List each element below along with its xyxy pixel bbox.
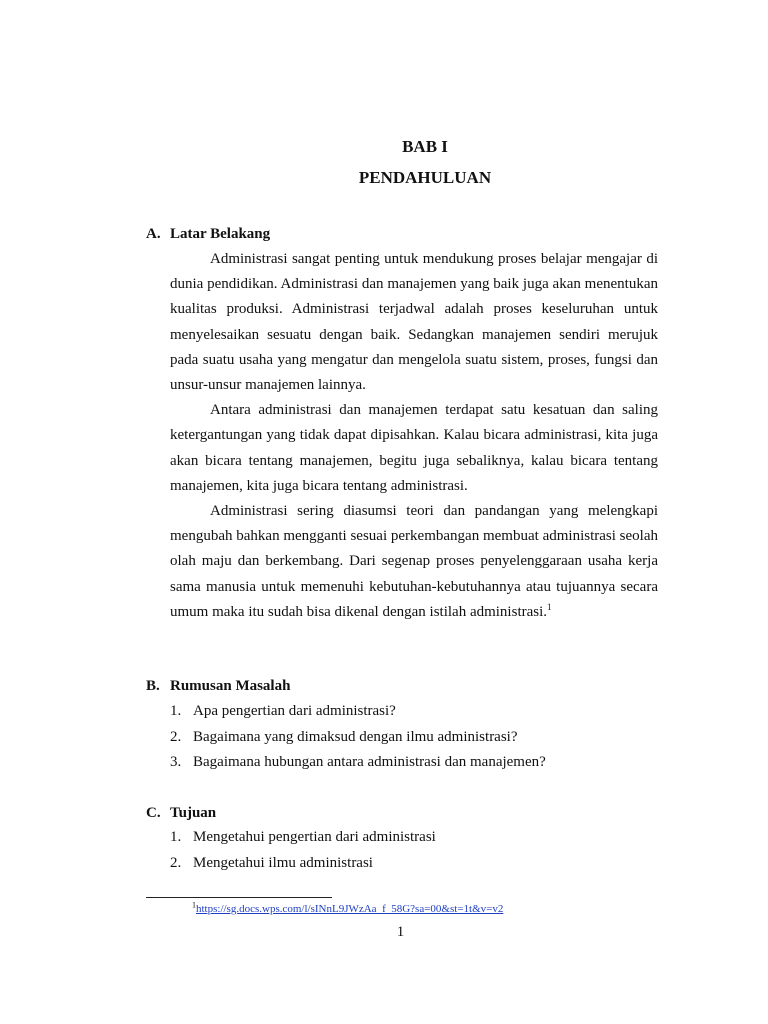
footnote-separator [146, 897, 332, 898]
section-c-title: Tujuan [170, 805, 217, 821]
section-a-letter: A. [146, 226, 161, 242]
list-item [170, 699, 658, 725]
page-number: 1 [396, 924, 405, 940]
list-item [170, 750, 658, 776]
section-a-heading [146, 226, 270, 243]
list-item-number: 1. [170, 703, 182, 719]
list-item-number: 1. [170, 829, 182, 845]
list-item-text: Apa pengertian dari administrasi? [193, 703, 396, 719]
paragraph-3 [170, 499, 658, 625]
list-item-number: 3. [170, 754, 182, 770]
list-item [170, 825, 658, 851]
list-item-text: Bagaimana yang dimaksud dengan ilmu administrasi? [193, 728, 518, 745]
footnote-marker: 1 [192, 900, 196, 910]
chapter-number: BAB I [402, 137, 448, 156]
list-item-number: 2. [170, 854, 182, 871]
list-item-number: 2. [170, 728, 182, 745]
paragraph-1: Administrasi sangat penting untuk mendukung proses belajar mengajar di dunia pendidikan. Administrasi dan manajemen yang baik juga akan menentukan kualitas produksi. Administrasi terjadwal adalah proses keseluruhan untuk menyelesaikan sesuatu dengan baik. Sedangkan manajemen sendiri merujuk pada suatu usaha yang mengatur dan mengelola suatu sistem, proses, fungsi dan unsur-unsur manajemen lainnya. [170, 251, 658, 394]
rumusan-masalah-list [170, 699, 658, 776]
list-item-text: Mengetahui ilmu administrasi [193, 854, 373, 871]
footnote [192, 900, 504, 915]
list-item [170, 725, 658, 751]
chapter-title: PENDAHULUAN [358, 168, 492, 187]
list-item-text: Mengetahui pengertian dari administrasi [193, 829, 436, 845]
section-c-heading [146, 805, 216, 822]
footnote-reference[interactable]: 1 [547, 601, 552, 612]
section-a-title: Latar Belakang [170, 226, 271, 242]
list-item-text: Bagaimana hubungan antara administrasi dan manajemen? [193, 754, 546, 770]
section-b-heading [146, 678, 290, 695]
paragraph-2: Antara administrasi dan manajemen terdapat satu kesatuan dan saling ketergantungan yang tidak dapat dipisahkan. Kalau bicara administrasi, kita juga akan bicara tentang manajemen, begitu juga sebaliknya, kalau bicara tentang manajemen, kita juga bicara tentang administrasi. [170, 402, 658, 494]
section-c-letter: C. [146, 805, 161, 821]
footnote-link[interactable]: https://sg.docs.wps.com/l/sINnL9JWzAa_f_58G?sa=00&st=1t&v=v2 [196, 903, 504, 915]
section-b-letter: B. [146, 678, 160, 694]
section-a-body [170, 247, 658, 625]
section-b-title: Rumusan Masalah [170, 678, 291, 694]
tujuan-list [170, 825, 658, 876]
paragraph-3-text: Administrasi sering diasumsi teori dan pandangan yang melengkapi mengubah bahkan mengganti sesuai perkembangan membuat administrasi seolah olah maju dan berkembang. Dari segenap proses penyelenggaraan usaha kerja sama manusia untuk memenuhi kebutuhan-kebutuhannya atau tujuannya secara umum maka itu sudah bisa dikenal dengan istilah administrasi. [170, 503, 658, 620]
list-item [170, 851, 658, 877]
